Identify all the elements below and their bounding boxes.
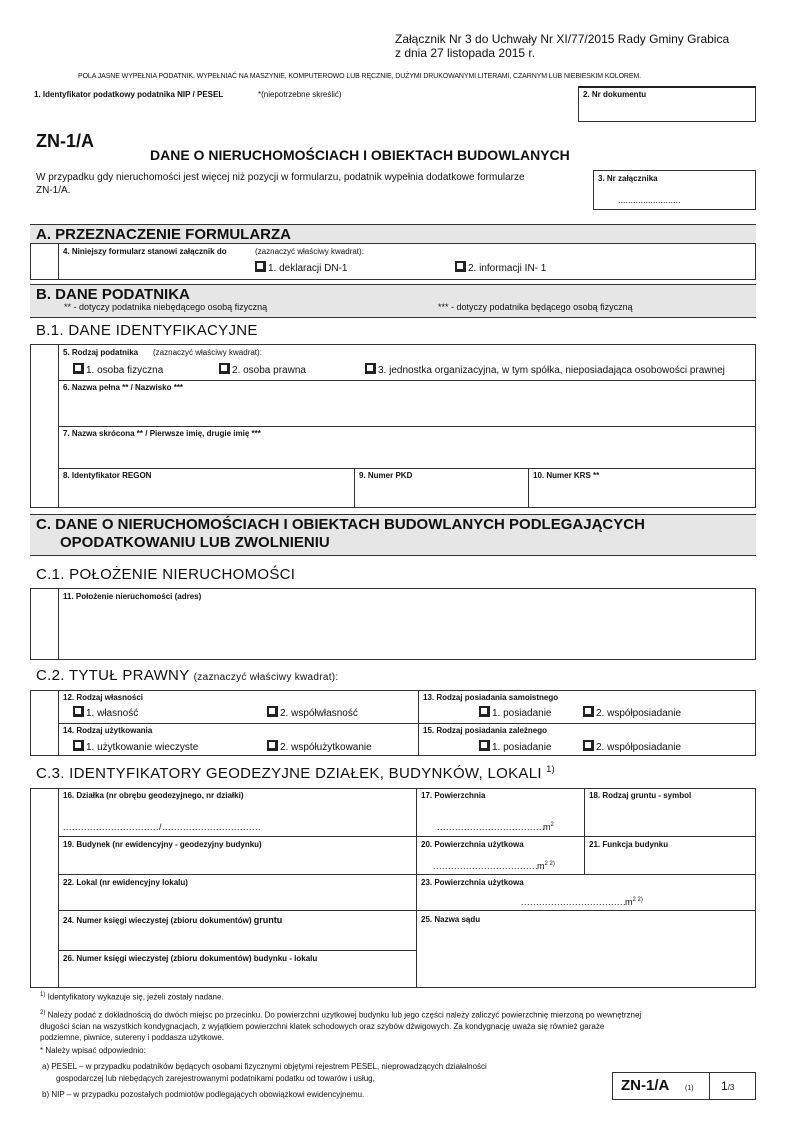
co-usufruct-checkbox[interactable] xyxy=(267,740,278,751)
natural-person-checkbox[interactable] xyxy=(73,363,84,374)
field-18-land-type[interactable] xyxy=(584,788,756,836)
dn1-checkbox[interactable] xyxy=(255,261,266,272)
field-19-building[interactable] xyxy=(58,836,416,874)
field-25-court[interactable] xyxy=(416,910,756,988)
field-17-area[interactable] xyxy=(416,788,584,836)
field-15 xyxy=(418,723,756,756)
field-8-regon[interactable] xyxy=(58,468,354,508)
dependent-possession-checkbox[interactable] xyxy=(479,740,490,751)
field-4 xyxy=(58,244,756,280)
field-6-label: 6. Nazwa pełna ** / Nazwisko *** xyxy=(63,383,184,392)
co-ownership-option[interactable]: 2. współwłasność xyxy=(267,706,358,719)
field-13 xyxy=(418,690,756,723)
field-24-land-register[interactable] xyxy=(58,910,416,950)
footnote-a-line1: a) PESEL – w przypadku podatników będących osobami fizycznymi objętymi rejestrem PESEL, nieprowadzących działalności xyxy=(42,1062,487,1071)
section-a-title: A. PRZEZNACZENIE FORMULARZA xyxy=(36,226,291,243)
field-7-short-name[interactable] xyxy=(58,426,756,468)
note-non-natural: ** - dotyczy podatnika niebędącego osobą fizyczną xyxy=(64,302,268,312)
field-19-label: 19. Budynek (nr ewidencyjny - geodezyjny budynku) xyxy=(63,840,262,849)
dn1-option[interactable]: 1. deklaracji DN-1 xyxy=(255,261,347,274)
field-14 xyxy=(58,723,418,756)
field-23-unit: $m^{2 2)}$ xyxy=(625,897,643,907)
c1-title: C.1. POŁOŻENIE NIERUCHOMOŚCI xyxy=(36,566,296,583)
section-c-title-line1: C. DANE O NIERUCHOMOŚCIACH I OBIEKTACH BUDOWLANYCH PODLEGAJĄCYCH xyxy=(36,516,645,533)
attachment-reference: Załącznik Nr 3 do Uchwały Nr XI/77/2015 Rady Gminy Grabica xyxy=(395,32,730,46)
organizational-unit-option[interactable]: 3. jednostka organizacyjna, w tym spółka, nieposiadająca osobowości prawnej xyxy=(365,363,725,376)
field-18-label: 18. Rodzaj gruntu - symbol xyxy=(589,791,692,800)
b1-title: B.1. DANE IDENTYFIKACYJNE xyxy=(36,322,258,339)
nip-label: 1. Identyfikator podatkowy podatnika NIP / PESEL xyxy=(34,90,224,99)
footnote-2: $^{2)}$ Należy podać z dokładnością do dwóch miejsc po przecinku. Do powierzchni użytkowej budynku lub jego części należy zaliczyć powierzchnię mierzoną po wewnętrznej długości ścian na wszystkich kondygnacjach, z wyjątkiem powierzchni klatek schodowych oraz szybów dźwigowych. Za kondygnację uważa się również garaże podziemne, piwnice, sutereny i poddasza użytkowe. xyxy=(40,1010,642,1042)
nip-note: *(niepotrzebne skreślić) xyxy=(258,90,342,99)
document-number-label: 2. Nr dokumentu xyxy=(583,90,647,99)
possession-option[interactable]: 1. posiadanie xyxy=(479,706,552,719)
fill-instruction: POLA JASNE WYPEŁNIA PODATNIK. WYPEŁNIAĆ NA MASZYNIE, KOMPUTEROWO LUB RĘCZNIE, DUŻYMI DRUKOWANYMI LITERAMI, CZARNYM LUB NIEBIESKIM KOLOREM. xyxy=(78,73,642,80)
in1-checkbox[interactable] xyxy=(455,261,466,272)
document-number-field[interactable] xyxy=(578,86,756,122)
note-natural: *** - dotyczy podatnika będącego osobą fizyczną xyxy=(438,302,633,312)
field-5-note: (zaznaczyć właściwy kwadrat): xyxy=(153,348,262,357)
organizational-unit-checkbox[interactable] xyxy=(365,363,376,374)
form-code: ZN-1/A xyxy=(36,131,94,151)
field-4-note: (zaznaczyć właściwy kwadrat): xyxy=(255,247,364,256)
ownership-option[interactable]: 1. własność xyxy=(73,706,138,719)
dependent-possession-option[interactable]: 1. posiadanie xyxy=(479,740,552,753)
co-possession-option[interactable]: 2. współposiadanie xyxy=(583,706,681,719)
page-number: 1/3 xyxy=(721,1079,735,1093)
dependent-co-possession-option[interactable]: 2. współposiadanie xyxy=(583,740,681,753)
field-15-label: 15. Rodzaj posiadania zależnego xyxy=(423,726,548,735)
page-title: DANE O NIERUCHOMOŚCIACH I OBIEKTACH BUDOWLANYCH xyxy=(150,147,570,163)
field-10-label: 10. Numer KRS ** xyxy=(533,471,600,480)
field-22-premises[interactable] xyxy=(58,874,416,910)
field-21-building-function[interactable] xyxy=(584,836,756,874)
field-5 xyxy=(58,344,756,380)
field-12 xyxy=(58,690,418,723)
co-usufruct-option[interactable]: 2. współużytkowanie xyxy=(267,740,372,753)
perpetual-usufruct-option[interactable]: 1. użytkowanie wieczyste xyxy=(73,740,198,753)
footnote-b: b) NIP – w przypadku pozostałych podmiotów podlegających obowiązkowi ewidencyjnemu. xyxy=(42,1090,365,1099)
field-23-usable-area[interactable] xyxy=(416,874,756,910)
field-12-label: 12. Rodzaj własności xyxy=(63,693,144,702)
legal-person-option[interactable]: 2. osoba prawna xyxy=(219,363,306,376)
field-11-location[interactable] xyxy=(58,588,756,660)
section-b-title: B. DANE PODATNIKA xyxy=(36,286,190,303)
field-9-label: 9. Numer PKD xyxy=(359,471,413,480)
footer-divider xyxy=(709,1073,710,1099)
footnote-a-line2: gospodarczej lub niebędących zarejestrowanymi podatnikami podatku od towarów i usług, xyxy=(56,1074,375,1083)
field-10-krs[interactable] xyxy=(528,468,756,508)
footer-form-sub: (1) xyxy=(685,1085,694,1092)
footer-form-box xyxy=(612,1072,756,1100)
field-16-label: 16. Działka (nr obrębu geodezyjnego, nr działki) xyxy=(63,791,244,800)
field-5-label: 5. Rodzaj podatnika xyxy=(63,348,139,357)
section-c-header xyxy=(30,514,756,556)
co-possession-checkbox[interactable] xyxy=(583,706,594,717)
field-26-label: 26. Numer księgi wieczystej (zbioru dokumentów) budynku - lokalu xyxy=(63,954,318,963)
natural-person-option[interactable]: 1. osoba fizyczna xyxy=(73,363,163,376)
attachment-number-field[interactable] xyxy=(593,170,756,210)
field-16-dots: ................................/................................. xyxy=(63,822,262,832)
field-24-label: 24. Numer księgi wieczystej (zbioru dokumentów) gruntu xyxy=(63,915,283,925)
nip-field[interactable] xyxy=(30,86,578,122)
c3-footnote-ref: 1) xyxy=(546,764,555,774)
attachment-date: z dnia 27 listopada 2015 r. xyxy=(395,46,536,60)
c2-note: (zaznaczyć właściwy kwadrat): xyxy=(193,672,339,683)
ownership-checkbox[interactable] xyxy=(73,706,84,717)
section-b-header xyxy=(30,284,756,318)
field-17-unit: $m^2$ xyxy=(543,822,554,832)
footnote-1: $^{1)}$ Identyfikatory wykazuje się, jeżeli zostały nadane. xyxy=(40,992,224,1002)
field-25-label: 25. Nazwa sądu xyxy=(421,915,481,924)
field-17-dots: .................................... xyxy=(437,822,546,832)
field-21-label: 21. Funkcja budynku xyxy=(589,840,669,849)
field-17-label: 17. Powierzchnia xyxy=(421,791,486,800)
dependent-co-possession-checkbox[interactable] xyxy=(583,740,594,751)
field-11-label: 11. Położenie nieruchomości (adres) xyxy=(63,592,202,601)
section-a-header xyxy=(30,224,756,244)
field-16-plot[interactable] xyxy=(58,788,416,836)
field-14-label: 14. Rodzaj użytkowania xyxy=(63,726,153,735)
attachment-number-dots: ......................... xyxy=(618,195,681,205)
field-4-label: 4. Niniejszy formularz stanowi załącznik do xyxy=(63,247,227,256)
c2-title: C.2. TYTUŁ PRAWNY (zaznaczyć właściwy kwadrat): xyxy=(36,667,339,684)
c3-title: C.3. IDENTYFIKATORY GEODEZYJNE DZIAŁEK, BUDYNKÓW, LOKALI $^{1)}$ xyxy=(36,764,555,782)
section-c-title-line2: OPODATKOWANIU LUB ZWOLNIENIU xyxy=(60,534,330,551)
field-20-unit: $m^{2 2)}$ xyxy=(537,861,555,871)
field-7-label: 7. Nazwa skrócona ** / Pierwsze imię, drugie imię *** xyxy=(63,429,261,438)
footer-form-code: ZN-1/A xyxy=(621,1077,670,1094)
footnote-star: * Należy wpisać odpowiednio: xyxy=(40,1046,146,1055)
field-23-dots: ................................... xyxy=(521,897,627,907)
field-20-label: 20. Powierzchnia użytkowa xyxy=(421,840,524,849)
intro-text-line2: ZN-1/A. xyxy=(36,185,71,196)
field-20-usable-area[interactable] xyxy=(416,836,584,874)
co-ownership-checkbox[interactable] xyxy=(267,706,278,717)
possession-checkbox[interactable] xyxy=(479,706,490,717)
field-22-label: 22. Lokal (nr ewidencyjny lokalu) xyxy=(63,878,188,887)
field-13-label: 13. Rodzaj posiadania samoistnego xyxy=(423,693,559,702)
field-20-dots: ................................... xyxy=(433,861,539,871)
perpetual-usufruct-checkbox[interactable] xyxy=(73,740,84,751)
intro-text-line1: W przypadku gdy nieruchomości jest więcej niż pozycji w formularzu, podatnik wypełnia dodatkowe formularze xyxy=(36,172,525,183)
field-26-building-register[interactable] xyxy=(58,950,416,988)
in1-option[interactable]: 2. informacji IN- 1 xyxy=(455,261,546,274)
field-9-pkd[interactable] xyxy=(354,468,528,508)
field-23-label: 23. Powierzchnia użytkowa xyxy=(421,878,524,887)
attachment-number-label: 3. Nr załącznika xyxy=(598,174,658,183)
field-8-label: 8. Identyfikator REGON xyxy=(63,471,152,480)
legal-person-checkbox[interactable] xyxy=(219,363,230,374)
field-6-full-name[interactable] xyxy=(58,380,756,426)
